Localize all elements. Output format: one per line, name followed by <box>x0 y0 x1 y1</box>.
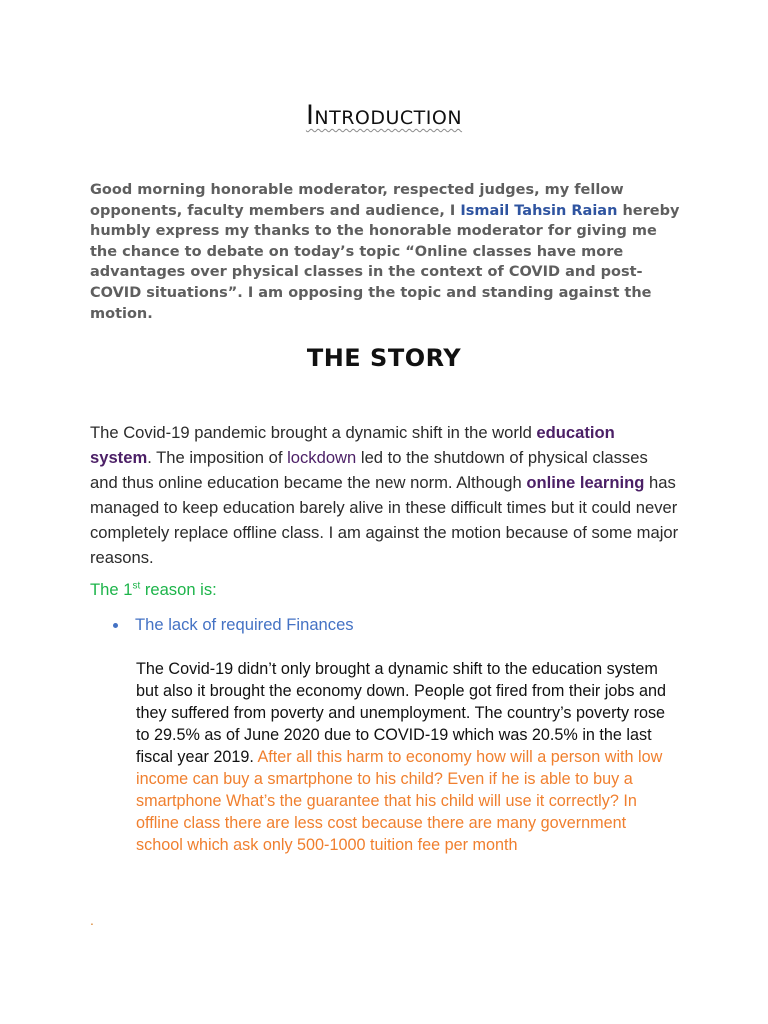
trailing-mark: . <box>90 912 94 928</box>
bullet-dot-icon <box>113 623 118 628</box>
speaker-name: Ismail Tahsin Raian <box>460 202 618 219</box>
intro-paragraph: Good morning honorable moderator, respected judges, my fellow opponents, faculty members and audience, I Ismail Tahsin Raian hereby humbly express my thanks to the honorable moderator for giving me the chance to debate on today’s topic “Online classes have more advantages over physical classes in the context of COVID and post-COVID situations”. I am opposing the topic and standing against the motion. <box>90 182 680 322</box>
reason-heading: The 1st reason is: <box>90 580 217 599</box>
keyword-lockdown[interactable]: lockdown <box>287 447 357 467</box>
story-paragraph: The Covid-19 pandemic brought a dynamic shift in the world education system. The imposition of lockdown led to the shutdown of physical classes and thus online education became the new norm. Although online learning has managed to keep education barely alive in these difficult times but it could never completely replace offline class. I am against the motion because of some major reasons. <box>90 423 679 567</box>
heading-the-story: THE STORY <box>306 344 462 372</box>
finance-paragraph: The Covid-19 didn’t only brought a dynamic shift to the education system but also it brought the economy down. People got fired from their jobs and they suffered from poverty and unemployment. The country’s poverty rose to 29.5% as of June 2020 due to COVID-19 which was 20.5% in the last fiscal year 2019. After all this harm to economy how will a person with low income can buy a smartphone to his child? Even if he is able to buy a smartphone What’s the guarantee that his child will use it correctly? In offline class there are less cost because there are many government school which ask only 500-1000 tuition fee per month <box>136 660 667 854</box>
keyword-education-system[interactable]: education system <box>90 423 615 467</box>
keyword-online-learning[interactable]: online learning <box>526 472 645 492</box>
bullet-label: The lack of required Finances <box>135 615 354 634</box>
highlighted-argument: After all this harm to economy how will a person with low income can buy a smartphone to his child? Even if he is able to buy a smartphone What’s the guarantee that his child will use it correctly? In offline class there are less cost because there are many government school which ask only 500-1000 tuition fee per month <box>136 748 663 854</box>
heading-introduction: Introduction <box>305 100 463 131</box>
bullet-item-finances <box>113 615 354 635</box>
